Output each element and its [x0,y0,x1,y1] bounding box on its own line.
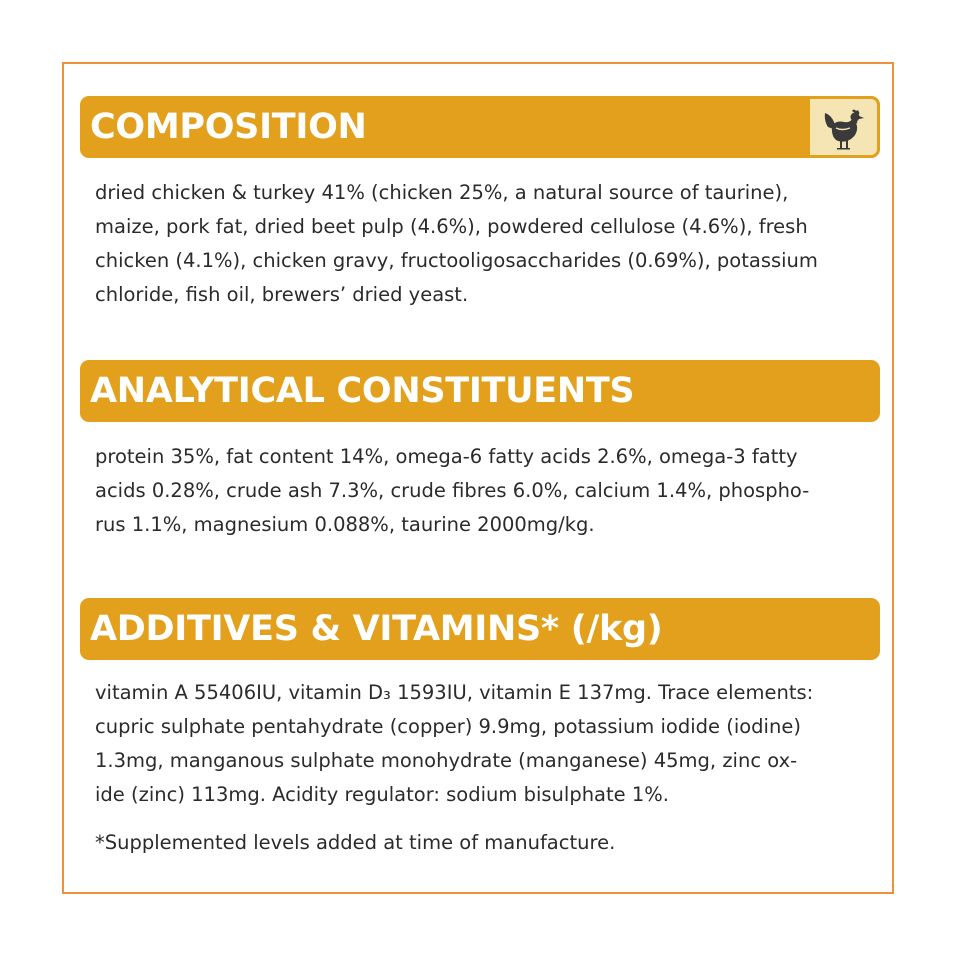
text-line: maize, pork fat, dried beet pulp (4.6%), powdered cellulose (4.6%), fresh [95,215,808,238]
text-line: dried chicken & turkey 41% (chicken 25%, a natural source of taurine), [95,181,789,204]
text-line: chloride, fish oil, brewers’ dried yeast. [95,283,469,306]
analytical-header [80,360,880,422]
composition-title: COMPOSITION [90,107,367,147]
text-line: cupric sulphate pentahydrate (copper) 9.9mg, potassium iodide (iodine) [95,715,801,738]
text-line: chicken (4.1%), chicken gravy, fructooligosaccharides (0.69%), potassium [95,249,818,272]
text-line: vitamin A 55406IU, vitamin D₃ 1593IU, vitamin E 137mg. Trace elements: [95,681,814,704]
text-line: rus 1.1%, magnesium 0.088%, taurine 2000mg/kg. [95,513,595,536]
text-line: acids 0.28%, crude ash 7.3%, crude fibres 6.0%, calcium 1.4%, phospho- [95,479,810,502]
text-line: protein 35%, fat content 14%, omega-6 fatty acids 2.6%, omega-3 fatty [95,445,798,468]
chicken-icon-box [810,96,880,158]
additives-header [80,598,880,660]
composition-text [95,176,875,312]
analytical-title: ANALYTICAL CONSTITUENTS [90,371,635,411]
analytical-text [95,440,875,542]
footnote: *Supplemented levels added at time of manufacture. [95,831,616,854]
chicken-icon [822,107,868,153]
composition-header [80,96,880,158]
additives-title: ADDITIVES & VITAMINS* (/kg) [90,609,663,649]
text-line: 1.3mg, manganous sulphate monohydrate (manganese) 45mg, zinc ox- [95,749,798,772]
additives-text [95,676,875,812]
text-line: ide (zinc) 113mg. Acidity regulator: sodium bisulphate 1%. [95,783,669,806]
